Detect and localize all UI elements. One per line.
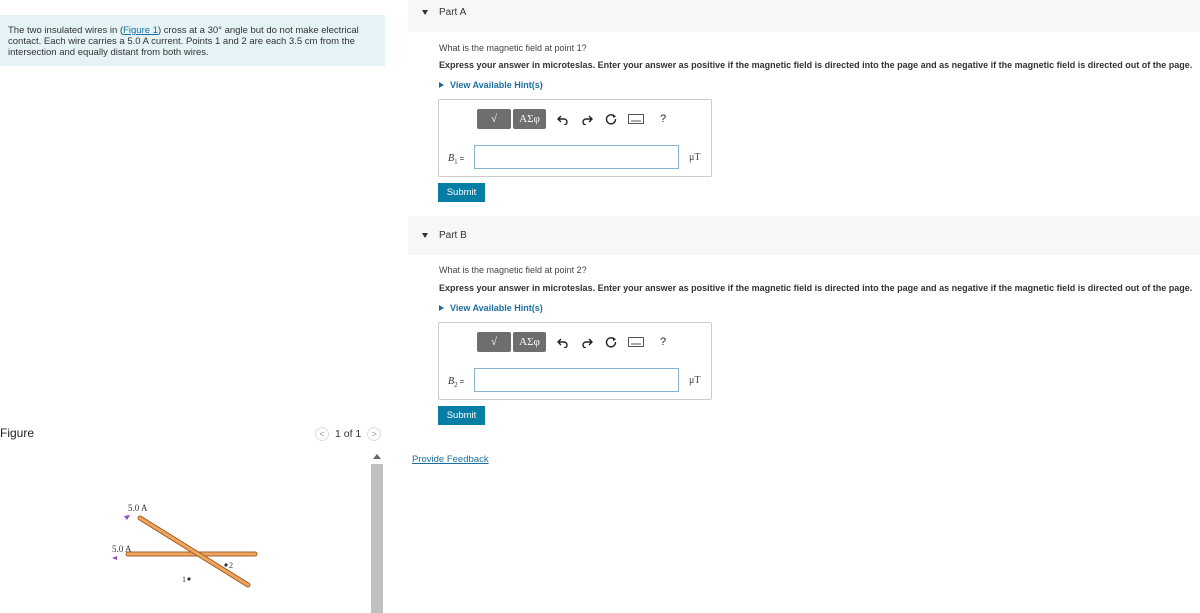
- expand-triangle-icon: [439, 305, 444, 311]
- part-b-answer-input[interactable]: [474, 368, 679, 392]
- figure-link[interactable]: Figure 1: [123, 25, 158, 36]
- keyboard-icon[interactable]: [628, 335, 644, 349]
- math-toolbar: [477, 332, 670, 352]
- templates-button[interactable]: [477, 109, 511, 129]
- problem-text: The two insulated wires in (: [8, 25, 124, 36]
- undo-icon[interactable]: [556, 335, 570, 349]
- figure-label: Figure: [0, 426, 35, 440]
- current-label-left: 5.0 A: [112, 544, 132, 554]
- figure-page-count: 1 of 1: [335, 428, 362, 440]
- part-a-header[interactable]: [408, 0, 1200, 32]
- part-a-answer-box: [438, 99, 712, 177]
- part-b-hint-label: View Available Hint(s): [450, 303, 543, 313]
- part-b-question: What is the magnetic field at point 2?: [439, 265, 587, 275]
- next-figure-button[interactable]: >: [367, 427, 381, 441]
- variable-symbol: B: [448, 153, 455, 164]
- problem-text-rest: ) cross at a 30° angle but do not make electrical contact. Each wire carries a 5.0 A current. Points 1 and 2 are each 3.5 cm from the intersection and equally distant from both wires.: [8, 25, 359, 58]
- redo-icon[interactable]: [580, 335, 594, 349]
- math-toolbar: [477, 109, 670, 129]
- expand-triangle-icon: [439, 82, 444, 88]
- wire-figure: [100, 495, 270, 595]
- part-a-submit-button[interactable]: Submit: [438, 183, 485, 202]
- part-b-hint-toggle[interactable]: [439, 303, 543, 313]
- part-b-submit-button[interactable]: Submit: [438, 406, 485, 425]
- reset-icon[interactable]: [604, 112, 618, 126]
- part-b-answer-box: [438, 322, 712, 400]
- prev-figure-button[interactable]: <: [315, 427, 329, 441]
- variable-subscript: 1: [454, 158, 458, 166]
- problem-statement: [0, 15, 385, 66]
- figure-scrollbar[interactable]: [371, 452, 383, 613]
- part-a-hint-label: View Available Hint(s): [450, 80, 543, 90]
- current-arrow-top-icon: [124, 515, 130, 520]
- sqrt-template-icon: √: [490, 336, 498, 348]
- part-a-hint-toggle[interactable]: [439, 80, 543, 90]
- part-b-instruction: Express your answer in microteslas. Enter your answer as positive if the magnetic field is directed into the page and as negative if the magnetic field is directed out of the page.: [439, 283, 1193, 293]
- collapse-triangle-icon[interactable]: [422, 10, 428, 15]
- undo-icon[interactable]: [556, 112, 570, 126]
- redo-icon[interactable]: [580, 112, 594, 126]
- figure-pager: [315, 427, 381, 441]
- collapse-triangle-icon[interactable]: [422, 233, 428, 238]
- part-a-instruction: Express your answer in microteslas. Enter your answer as positive if the magnetic field is directed into the page and as negative if the magnetic field is directed out of the page.: [439, 60, 1193, 70]
- part-a-variable-label: [448, 153, 464, 166]
- templates-button[interactable]: [477, 332, 511, 352]
- scrollbar-thumb[interactable]: [371, 464, 383, 613]
- point-2-dot: [224, 563, 227, 566]
- part-b-variable-label: [448, 376, 464, 389]
- part-a-title: Part A: [439, 7, 467, 18]
- provide-feedback-link[interactable]: Provide Feedback: [412, 454, 489, 465]
- current-arrow-left-icon: [112, 556, 117, 560]
- variable-subscript: 2: [454, 381, 458, 389]
- scroll-up-icon[interactable]: [373, 454, 381, 459]
- part-b-header[interactable]: [408, 216, 1200, 255]
- part-b-title: Part B: [439, 230, 467, 241]
- current-label-top: 5.0 A: [128, 503, 148, 513]
- help-icon[interactable]: ?: [659, 336, 667, 348]
- point-1-label: 1: [182, 575, 186, 584]
- part-a-answer-input[interactable]: [474, 145, 679, 169]
- help-icon[interactable]: ?: [659, 113, 667, 125]
- reset-icon[interactable]: [604, 335, 618, 349]
- point-1-dot: [187, 577, 190, 580]
- point-2-label: 2: [229, 561, 233, 570]
- part-a-question: What is the magnetic field at point 1?: [439, 43, 587, 53]
- variable-symbol: B: [448, 376, 455, 387]
- sqrt-template-icon: √: [490, 113, 498, 125]
- greek-symbols-button[interactable]: ΑΣφ: [513, 109, 546, 129]
- part-a-unit: μT: [689, 152, 701, 163]
- part-b-unit: μT: [689, 375, 701, 386]
- greek-symbols-button[interactable]: ΑΣφ: [513, 332, 546, 352]
- keyboard-icon[interactable]: [628, 112, 644, 126]
- equals-sign: =: [459, 154, 465, 163]
- equals-sign: =: [459, 377, 465, 386]
